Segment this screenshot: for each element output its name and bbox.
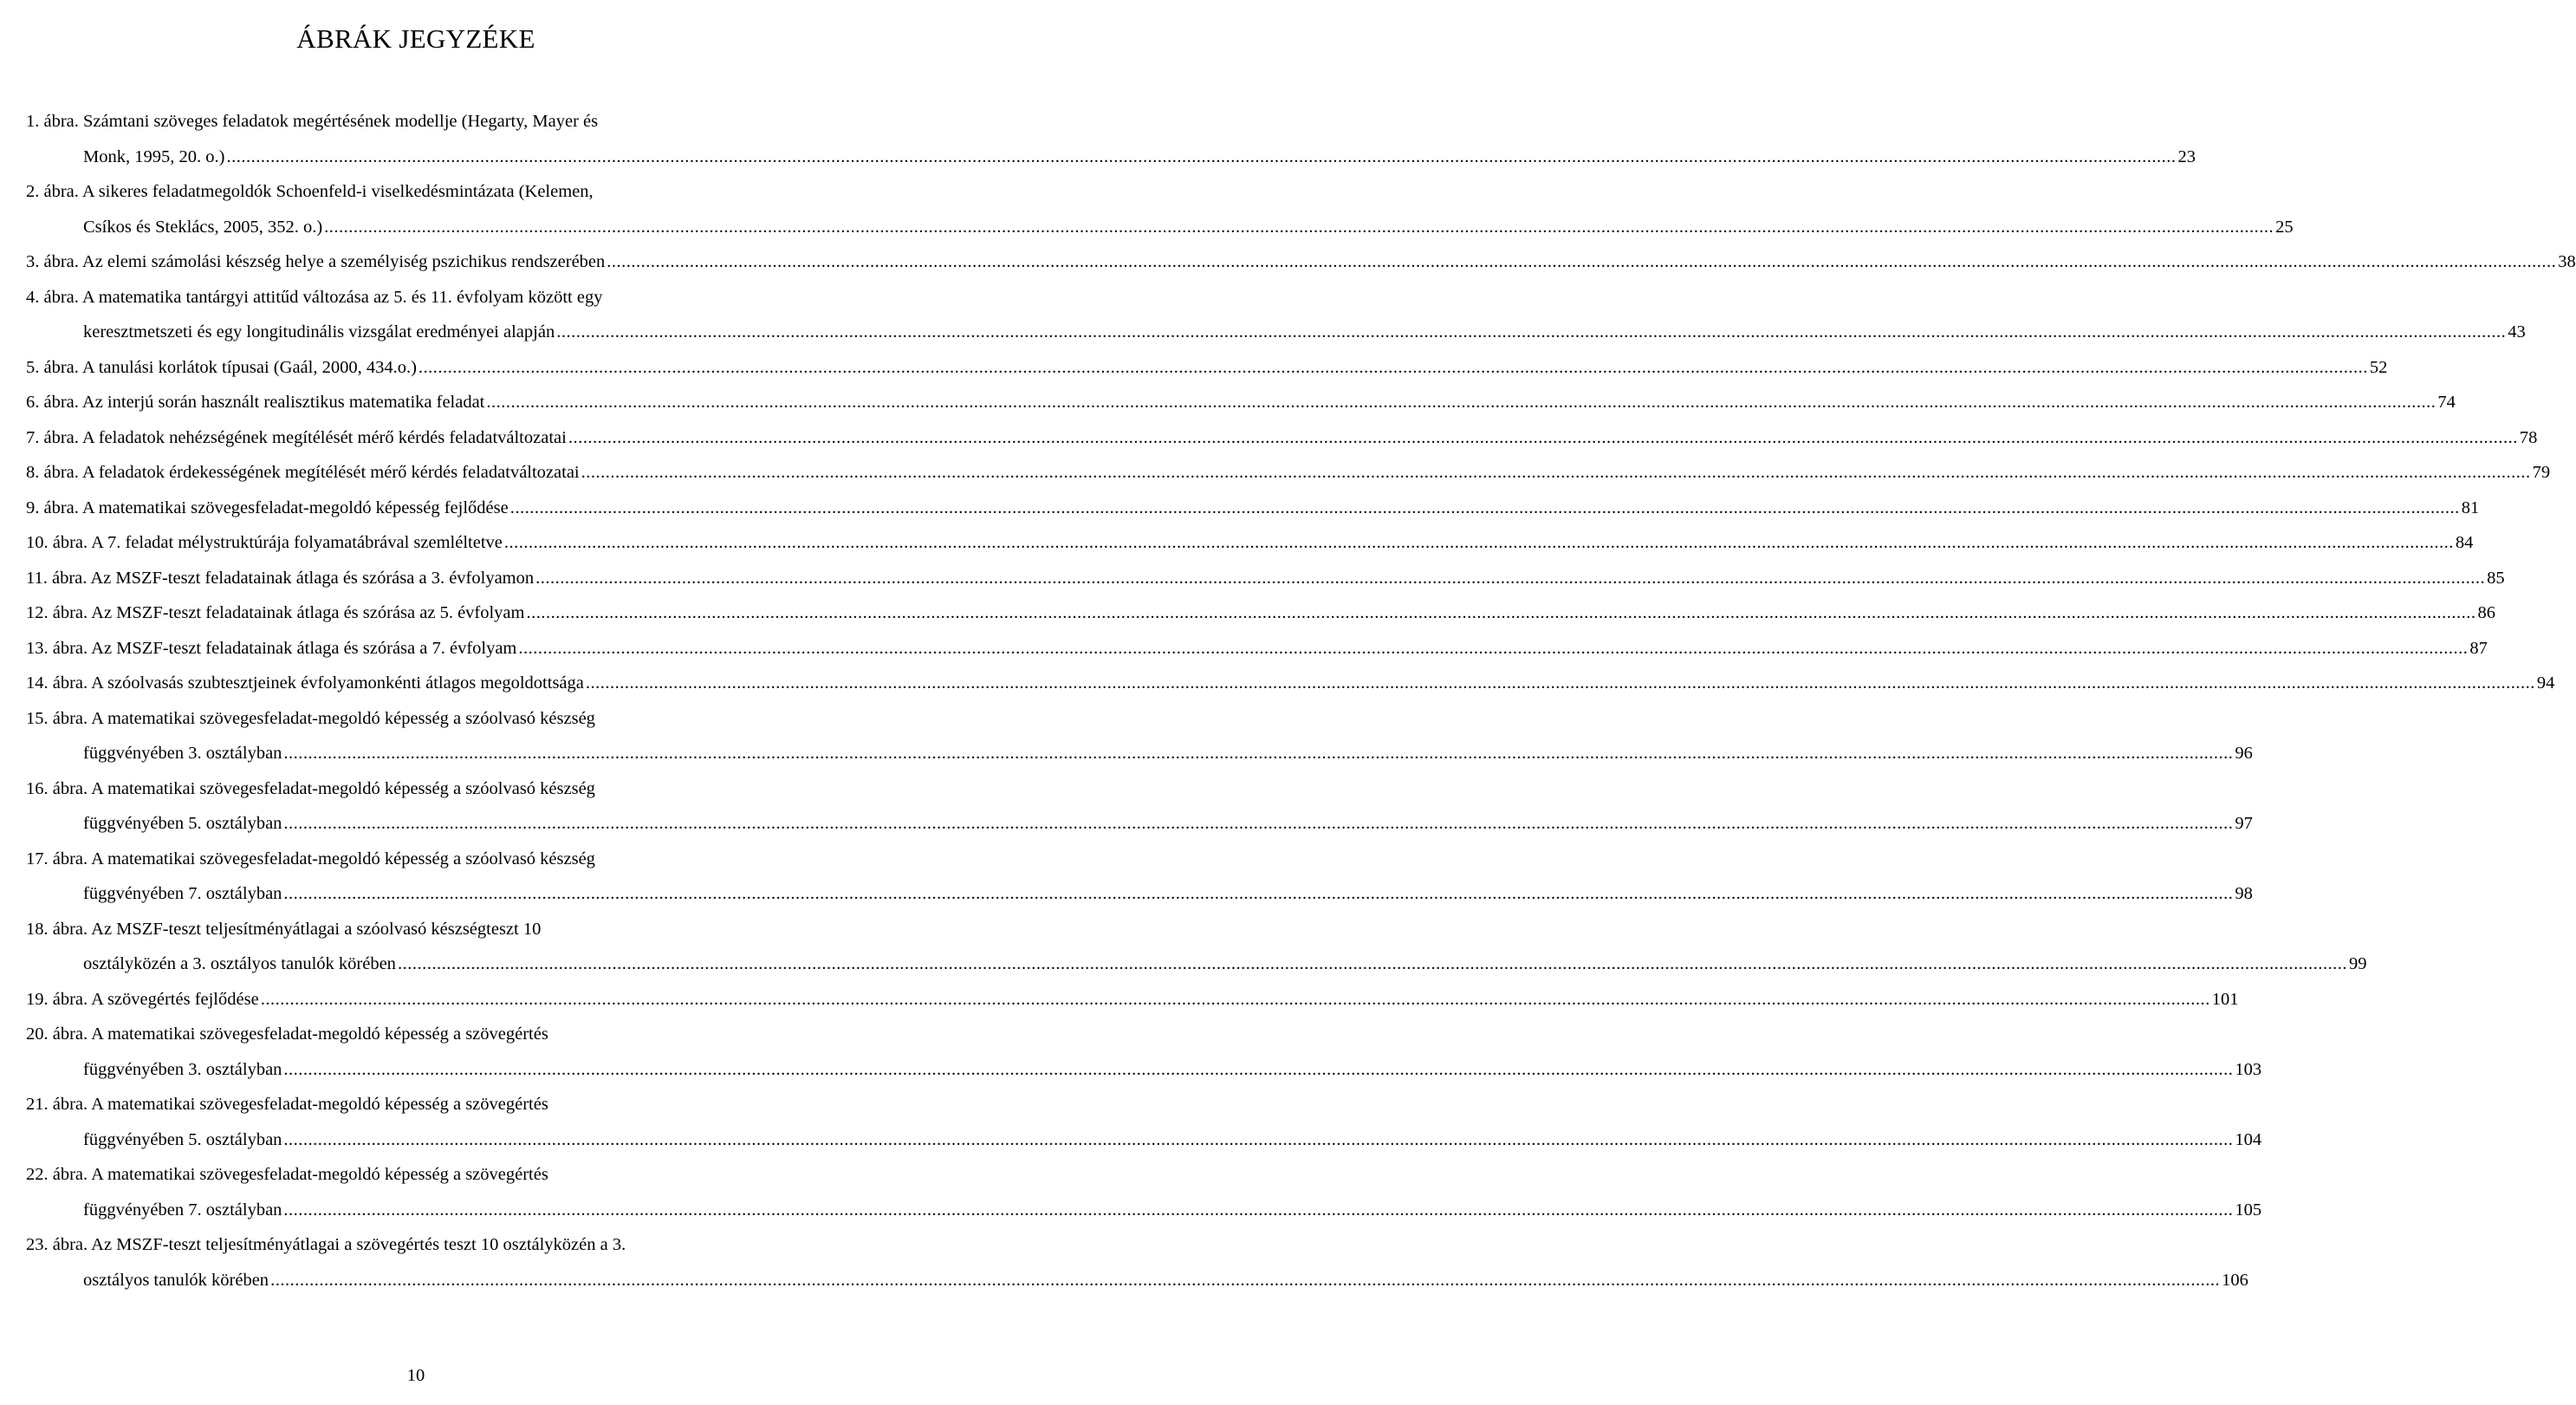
toc-entry-line	[26, 385, 2456, 420]
toc-entry-page: 79	[2532, 463, 2551, 482]
toc-entry-text: osztályközén a 3. osztályos tanulók körében	[83, 954, 396, 973]
toc-entry-text: függvényében 3. osztályban	[83, 744, 282, 763]
toc-entry-text: 8. ábra. A feladatok érdekességének megítélését mérő kérdés feladatváltozatai	[26, 463, 580, 482]
toc-entry-text: Monk, 1995, 20. o.)	[83, 146, 225, 166]
toc-entry-text: 15. ábra. A matematikai szövegesfeladat-megoldó képesség a szóolvasó készség	[26, 708, 595, 728]
toc-entry[interactable]	[26, 1017, 2262, 1087]
toc-entry[interactable]	[26, 455, 2551, 491]
dot-leader: ................................................................................................................................................................................................................................................................................................................................................................................................................	[283, 1129, 2234, 1149]
toc-entry-text: 9. ábra. A matematikai szövegesfeladat-megoldó képesség fejlődése	[26, 498, 509, 517]
toc-entry-text: 19. ábra. A szövegértés fejlődése	[26, 989, 259, 1009]
toc-entry-continuation	[26, 1122, 2262, 1158]
toc-entry-line	[26, 631, 2488, 667]
toc-entry-line	[26, 104, 801, 140]
toc-entry-text: 10. ábra. A 7. feladat mélystruktúrája folyamatábrával szemléltetve	[26, 533, 503, 552]
dot-leader: ................................................................................................................................................................................................................................................................................................................................................................................................................	[607, 252, 2557, 271]
toc-entry[interactable]	[26, 1087, 2262, 1157]
toc-entry-line	[26, 244, 2576, 280]
toc-entry-text: 6. ábra. Az interjú során használt realisztikus matematika feladat	[26, 393, 485, 412]
dot-leader: ................................................................................................................................................................................................................................................................................................................................................................................................................	[535, 568, 2486, 588]
toc-entry-text: 5. ábra. A tanulási korlátok típusai (Gaál, 2000, 434.o.)	[26, 357, 417, 377]
toc-entry[interactable]	[26, 842, 2253, 912]
toc-entry-line	[26, 561, 2505, 596]
toc-entry-page: 94	[2536, 673, 2555, 693]
toc-entry-page: 38	[2558, 252, 2576, 271]
dot-leader: ................................................................................................................................................................................................................................................................................................................................................................................................................	[283, 744, 2234, 763]
page-title: ÁBRÁK JEGYZÉKE	[296, 23, 535, 54]
toc-entry-text: osztályos tanulók körében	[83, 1270, 269, 1290]
toc-entry[interactable]	[26, 1227, 2248, 1298]
dot-leader: ................................................................................................................................................................................................................................................................................................................................................................................................................	[526, 603, 2476, 622]
toc-entry-page: 86	[2477, 603, 2495, 622]
toc-entry-page: 25	[2275, 217, 2294, 237]
toc-entry-page: 85	[2487, 568, 2505, 588]
toc-entry-page: 87	[2469, 638, 2488, 658]
toc-entry-text: 17. ábra. A matematikai szövegesfeladat-megoldó képesség a szóolvasó készség	[26, 849, 595, 868]
toc-entry[interactable]	[26, 1157, 2262, 1227]
toc-entry-text: 13. ábra. Az MSZF-teszt feladatainak átlaga és szórása a 7. évfolyam	[26, 638, 517, 658]
toc-entry-page: 23	[2177, 146, 2196, 166]
toc-entry-page: 105	[2235, 1200, 2262, 1220]
toc-entry-line	[26, 1227, 801, 1263]
dot-leader: ................................................................................................................................................................................................................................................................................................................................................................................................................	[418, 357, 2368, 377]
toc-entry[interactable]	[26, 982, 2239, 1018]
toc-entry-text: függvényében 5. osztályban	[83, 1129, 282, 1149]
dot-leader: ................................................................................................................................................................................................................................................................................................................................................................................................................	[518, 638, 2469, 658]
toc-entry-line	[26, 1017, 801, 1052]
toc-entry-continuation	[26, 806, 2253, 842]
toc-entry-line	[26, 912, 801, 947]
toc-entry-page: 98	[2235, 884, 2253, 903]
toc-entry-line	[26, 982, 2239, 1018]
toc-entry-continuation	[26, 1052, 2262, 1088]
toc-entry-page: 96	[2235, 744, 2253, 763]
dot-leader: ................................................................................................................................................................................................................................................................................................................................................................................................................	[503, 533, 2454, 552]
toc-entry-line	[26, 491, 2480, 526]
dot-leader: ................................................................................................................................................................................................................................................................................................................................................................................................................	[581, 463, 2531, 482]
toc-entry-line	[26, 595, 2495, 631]
dot-leader: ................................................................................................................................................................................................................................................................................................................................................................................................................	[324, 217, 2274, 237]
toc-entry-page: 81	[2461, 498, 2480, 517]
toc-entry-page: 78	[2519, 427, 2538, 447]
toc-entry-page: 74	[2437, 393, 2456, 412]
toc-entry[interactable]	[26, 491, 2480, 526]
toc-entry-text: 14. ábra. A szóolvasás szubtesztjeinek évfolyamonkénti átlagos megoldottsága	[26, 673, 584, 693]
toc-entry[interactable]	[26, 771, 2253, 842]
toc-entry[interactable]	[26, 385, 2456, 420]
dot-leader: ................................................................................................................................................................................................................................................................................................................................................................................................................	[283, 1200, 2234, 1220]
toc-entry-line	[26, 280, 801, 315]
toc-entry-continuation	[26, 210, 2294, 245]
toc-entry-line	[26, 420, 2538, 456]
toc-entry-continuation	[26, 1193, 2262, 1228]
toc-entry-text: függvényében 7. osztályban	[83, 884, 282, 903]
toc-entry[interactable]	[26, 350, 2388, 386]
toc-entry-line	[26, 525, 2474, 561]
toc-entry-text: 23. ábra. Az MSZF-teszt teljesítményátlagai a szövegértés teszt 10 osztályközén a 3.	[26, 1235, 626, 1254]
dot-leader: ................................................................................................................................................................................................................................................................................................................................................................................................................	[509, 498, 2460, 517]
toc-entry-text: 18. ábra. Az MSZF-teszt teljesítményátlagai a szóolvasó készségteszt 10	[26, 919, 542, 939]
toc-entry-text: függvényében 7. osztályban	[83, 1200, 282, 1220]
toc-entry-text: 4. ábra. A matematika tantárgyi attitűd változása az 5. és 11. évfolyam között egy	[26, 287, 603, 307]
dot-leader: ................................................................................................................................................................................................................................................................................................................................................................................................................	[283, 884, 2234, 903]
toc-entry-line	[26, 771, 801, 807]
toc-entry-continuation	[26, 315, 2526, 350]
toc-entry-continuation	[26, 736, 2253, 771]
toc-entry-continuation	[26, 1263, 2248, 1298]
toc-entry[interactable]	[26, 912, 2367, 982]
toc-entry-text: 16. ábra. A matematikai szövegesfeladat-megoldó képesség a szóolvasó készség	[26, 778, 595, 798]
toc-entry-line	[26, 350, 2388, 386]
toc-entry-text: keresztmetszeti és egy longitudinális vizsgálat eredményei alapján	[83, 322, 555, 341]
toc-entry[interactable]	[26, 701, 2253, 771]
toc-entry-page: 104	[2235, 1129, 2262, 1149]
toc-entry[interactable]	[26, 631, 2488, 667]
toc-entry-text: 12. ábra. Az MSZF-teszt feladatainak átlaga és szórása az 5. évfolyam	[26, 603, 525, 622]
page-number: 10	[406, 1366, 425, 1385]
toc-entry-text: 21. ábra. A matematikai szövegesfeladat-megoldó képesség a szövegértés	[26, 1095, 548, 1114]
toc-entry-text: Csíkos és Steklács, 2005, 352. o.)	[83, 217, 323, 237]
toc-entry[interactable]	[26, 561, 2505, 596]
toc-entry-page: 97	[2235, 814, 2253, 833]
toc-entry-text: 11. ábra. Az MSZF-teszt feladatainak átlaga és szórása a 3. évfolyamon	[26, 568, 535, 588]
toc-entry[interactable]	[26, 525, 2474, 561]
dot-leader: ................................................................................................................................................................................................................................................................................................................................................................................................................	[283, 1059, 2234, 1079]
toc-entry-line	[26, 174, 801, 210]
toc-entry[interactable]	[26, 174, 2294, 244]
toc-entry-text: 20. ábra. A matematikai szövegesfeladat-megoldó képesség a szövegértés	[26, 1024, 548, 1044]
toc-entry[interactable]	[26, 244, 2576, 280]
toc-entry-page: 101	[2211, 989, 2239, 1009]
dot-leader: ................................................................................................................................................................................................................................................................................................................................................................................................................	[226, 146, 2177, 166]
dot-leader: ................................................................................................................................................................................................................................................................................................................................................................................................................	[486, 393, 2436, 412]
dot-leader: ................................................................................................................................................................................................................................................................................................................................................................................................................	[556, 322, 2507, 341]
toc-entry-line	[26, 842, 801, 877]
toc-entry-page: 99	[2348, 954, 2367, 973]
toc-entry-page: 84	[2455, 533, 2474, 552]
toc-entry[interactable]	[26, 104, 2196, 174]
toc-entry-continuation	[26, 876, 2253, 912]
toc-entry-page: 43	[2508, 322, 2526, 341]
toc-entry[interactable]	[26, 420, 2538, 456]
toc-entry-text: 22. ábra. A matematikai szövegesfeladat-megoldó képesség a szövegértés	[26, 1165, 548, 1184]
toc-entry-line	[26, 455, 2551, 491]
toc-entry[interactable]	[26, 280, 2526, 350]
dot-leader: ................................................................................................................................................................................................................................................................................................................................................................................................................	[397, 954, 2347, 973]
dot-leader: ................................................................................................................................................................................................................................................................................................................................................................................................................	[585, 673, 2535, 693]
dot-leader: ................................................................................................................................................................................................................................................................................................................................................................................................................	[270, 1270, 2221, 1290]
toc-entry-page: 52	[2369, 357, 2388, 377]
toc-entry-text: függvényében 5. osztályban	[83, 814, 282, 833]
toc-entry-line	[26, 666, 2555, 701]
toc-entry[interactable]	[26, 666, 2555, 701]
toc-entry-line	[26, 1087, 801, 1122]
toc-entry-text: függvényében 3. osztályban	[83, 1059, 282, 1079]
toc-entry-line	[26, 1157, 801, 1193]
toc-entry-text: 2. ábra. A sikeres feladatmegoldók Schoenfeld-i viselkedésmintázata (Kelemen,	[26, 182, 594, 201]
list-of-figures	[26, 104, 2576, 1298]
toc-entry[interactable]	[26, 595, 2495, 631]
toc-entry-text: 3. ábra. Az elemi számolási készség helye a személyiség pszichikus rendszerében	[26, 252, 606, 271]
toc-entry-line	[26, 701, 801, 737]
dot-leader: ................................................................................................................................................................................................................................................................................................................................................................................................................	[260, 989, 2210, 1009]
toc-entry-text: 1. ábra. Számtani szöveges feladatok megértésének modellje (Hegarty, Mayer és	[26, 112, 599, 131]
dot-leader: ................................................................................................................................................................................................................................................................................................................................................................................................................	[568, 427, 2518, 447]
toc-entry-continuation	[26, 946, 2367, 982]
toc-entry-text: 7. ábra. A feladatok nehézségének megítélését mérő kérdés feladatváltozatai	[26, 427, 567, 447]
toc-entry-page: 106	[2222, 1270, 2248, 1290]
dot-leader: ................................................................................................................................................................................................................................................................................................................................................................................................................	[283, 814, 2234, 833]
toc-entry-page: 103	[2235, 1059, 2262, 1079]
toc-entry-continuation	[26, 140, 2196, 175]
